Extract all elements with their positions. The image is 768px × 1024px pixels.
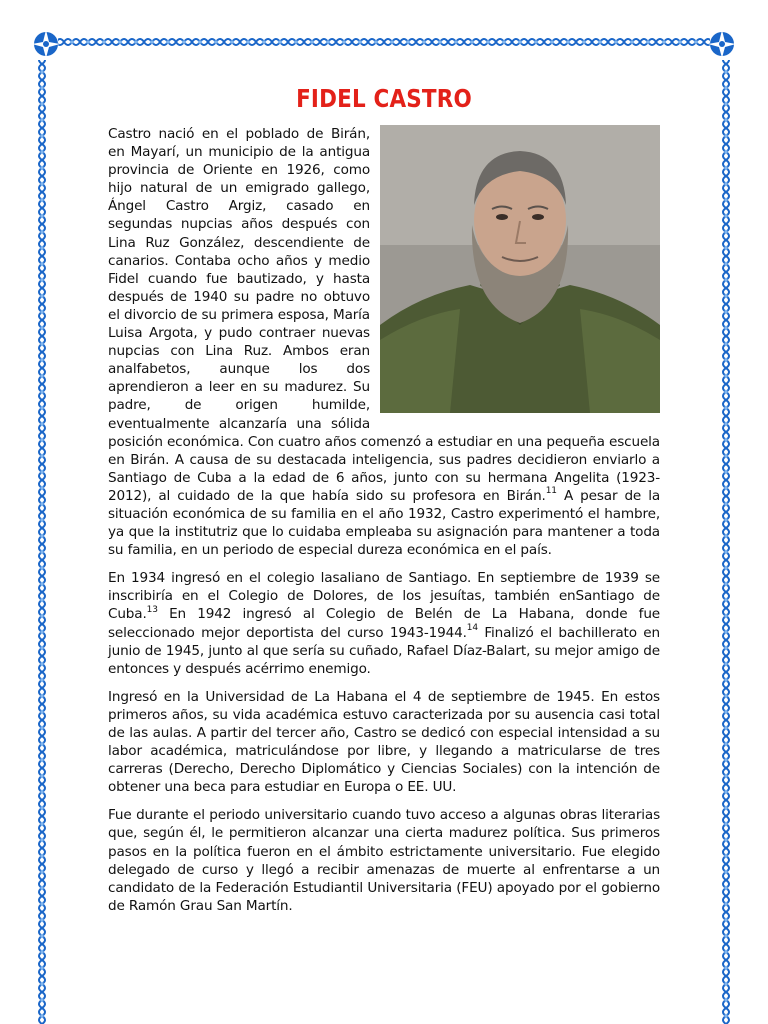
paragraph-2: En 1934 ingresó en el colegio lasaliano de Santiago. En septiembre de 1939 se inscribiría en el Colegio de Dolores, de los jesuítas, también enSantiago de Cuba.$^{13}$ En 1942 ingresó al Colegio de Belén de La Habana, donde fue seleccionado mejor deportista del curso 1943-1944.14 Finalizó el bachillerato en junio de 1945, junto al que sería su cuñado, Rafael Díaz-Balart, su mejor amigo de entonces y después acérrimo enemigo. xyxy=(108,570,660,677)
paragraph-4: Fue durante el periodo universitario cuando tuvo acceso a algunas obras literarias que, según él, le permitieron alcanzar una cierta madurez política. Sus primeros pasos en la política fueron en el ámbito estrictamente universitario. Fue elegido delegado de curso y llegó a recibir amenazas de muerte al enfrentarse a un candidato de la Federación Estudiantil Universitaria (FEU) apoyado por el gobierno de Ramón Grau San Martín. xyxy=(108,807,660,914)
paragraph-1: Castro nació en el poblado de Birán, en Mayarí, un municipio de la antigua provincia de Oriente en 1926, como hijo natural de un emigrado gallego, Ángel Castro Argiz, casado en segundas nupcias años después con Lina Ruz González, descendiente de canarios. Contaba ocho años y medio Fidel cuando fue bautizado, y hasta después de 1940 su padre no obtuvo el divorcio de su primera esposa, María Luisa Argota, y pudo contraer nuevas nupcias con Lina Ruz. Ambos eran analfabetos, aunque los dos aprendieron a leer en su madurez. Su padre, de origen humilde, eventualmente alcanzaría una sólida posición económica. Con cuatro años comenzó a estudiar en una pequeña escuela en Birán. A causa de su destacada inteligencia, sus padres decidieron enviarlo a Santiago de Cuba a la edad de 6 años, junto con su hermana Angelita (1923-2012), al cuidado de la que había sido su profesora en Birán.$^{11}$ A pesar de la situación económica de su familia en el año 1932, Castro experimentó el hambre, ya que la institutriz que lo cuidaba empleaba su asignación para mantener a toda su familia, en un periodo de especial dureza económica en el país. xyxy=(108,126,661,559)
page-title: FIDEL CASTRO xyxy=(296,84,472,113)
right-border xyxy=(718,60,730,1024)
portrait-photo xyxy=(380,125,660,413)
document-body xyxy=(108,84,660,925)
corner-flourish-icon xyxy=(708,30,736,58)
left-border xyxy=(38,60,50,1024)
paragraph-3: Ingresó en la Universidad de La Habana el 4 de septiembre de 1945. En estos primeros años, su vida académica estuvo caracterizada por su ausencia casi total de las aulas. A partir del tercer año, Castro se dedicó con especial intensidad a su labor académica, matriculándose por libre, y llegando a matricularse de tres carreras (Derecho, Derecho Diplomático y Ciencias Sociales) con la intención de obtener una beca para estudiar en Europa o EE. UU. xyxy=(108,688,660,796)
top-border xyxy=(58,38,710,50)
corner-flourish-icon xyxy=(32,30,60,58)
